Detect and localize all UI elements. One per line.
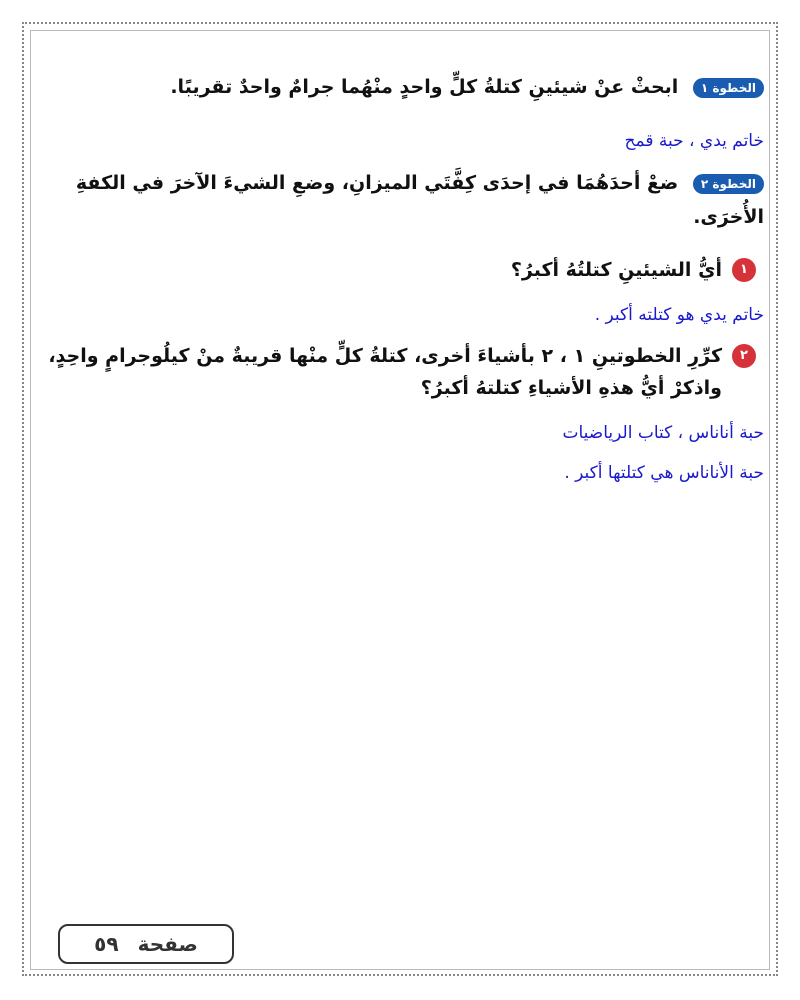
question-1 xyxy=(40,254,748,286)
step-2-text: ضعْ أحدَهُمَا في إحدَى كِفَّتَي الميزانِ، وضعِ الشيءَ الآخرَ في الكفةِ الأُخرَى. xyxy=(75,172,764,228)
step-1 xyxy=(40,70,764,104)
question-2 xyxy=(40,340,748,404)
question-1-number-icon: ١ xyxy=(732,258,756,282)
step-2-badge: الخطوة ٢ xyxy=(693,174,764,194)
question-2-number-icon: ٢ xyxy=(732,344,756,368)
step-1-badge: الخطوة ١ xyxy=(693,78,764,98)
step-1-text: ابحثْ عنْ شيئينِ كتلةُ كلٍّ واحدٍ منْهُما جرامٌ واحدٌ تقريبًا. xyxy=(170,76,679,98)
page-number-badge xyxy=(58,924,234,964)
answer-4: حبة الأناناس هي كتلتها أكبر . xyxy=(564,463,764,483)
question-2-text: كرِّرِ الخطوتينِ ١ ، ٢ بأشياءَ أخرى، كتلةُ كلٍّ منْها قريبةٌ منْ كيلُوجرامٍ واحِدٍ، واذكرْ أيُّ هذهِ الأشياءِ كتلتهُ أكبرُ؟ xyxy=(48,345,722,399)
answer-1: خاتم يدي ، حبة قمح xyxy=(624,131,764,151)
page-number: ٥٩ xyxy=(94,932,119,956)
page-label: صفحة xyxy=(137,932,198,956)
question-1-text: أيُّ الشيئينِ كتلتُهُ أكبرُ؟ xyxy=(510,259,722,281)
answer-3: حبة أناناس ، كتاب الرياضيات xyxy=(562,423,764,443)
answer-2: خاتم يدي هو كتلته أكبر . xyxy=(594,305,764,325)
worksheet-content xyxy=(40,70,764,498)
step-2 xyxy=(40,166,764,234)
